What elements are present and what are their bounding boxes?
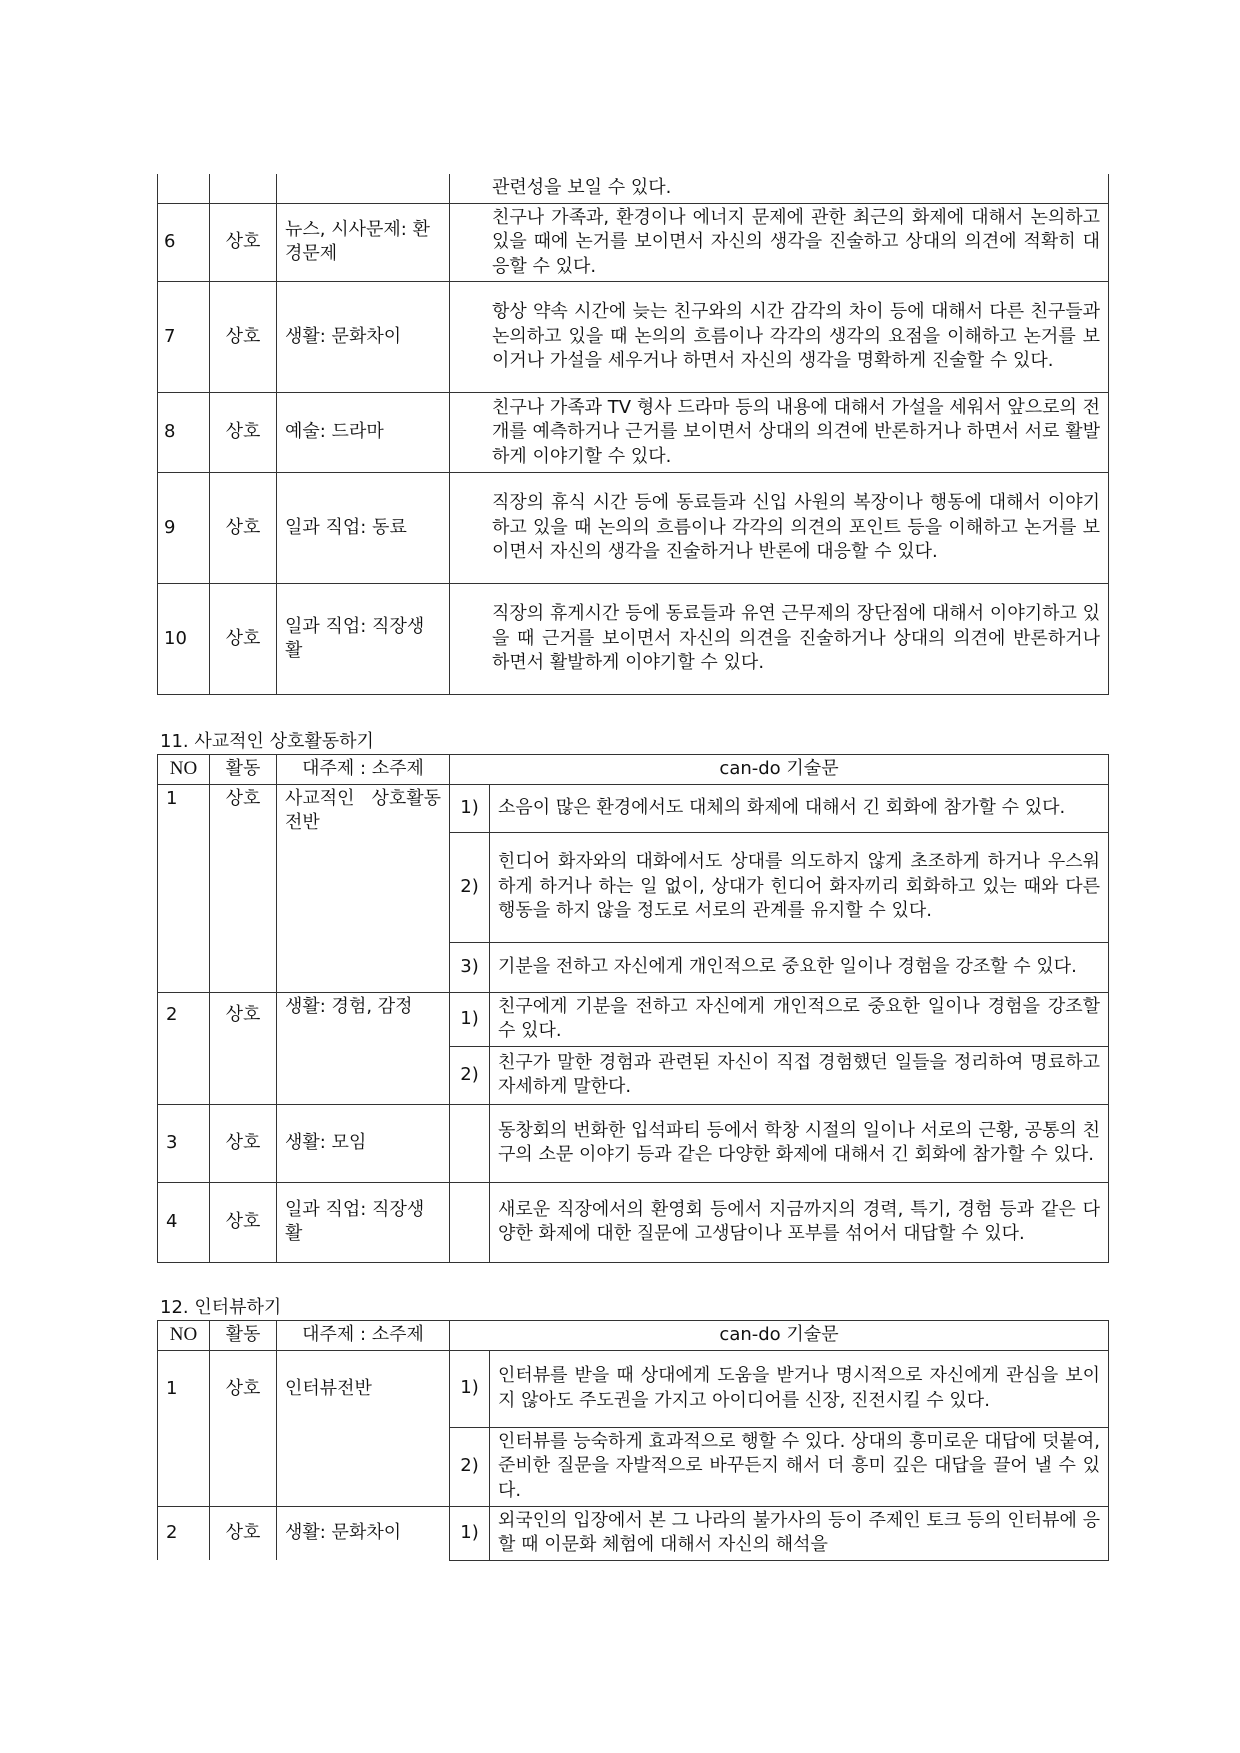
row-topic: 사교적인 상호활동전반 xyxy=(277,784,450,992)
row-cando-text: 친구가 말한 경험과 관련된 자신이 직접 경험했던 일들을 정리하여 명료하고 자세하게 말한다. xyxy=(490,1046,1109,1104)
table-row xyxy=(158,174,1109,203)
row-topic: 일과 직업: 동료 xyxy=(277,473,450,584)
row-type: 상호 xyxy=(210,1506,277,1560)
header-topic: 대주제 : 소주제 xyxy=(277,1321,450,1351)
row-cando-text: 외국인의 입장에서 본 그 나라의 불가사의 등이 주제인 토크 등의 인터뷰에 응할 때 이문화 체험에 대해서 자신의 해석을 xyxy=(490,1506,1109,1560)
row-sub-no xyxy=(450,1104,490,1182)
table-row xyxy=(158,282,1109,393)
row-type: 상호 xyxy=(210,784,277,992)
row-cando-text: 관련성을 보일 수 있다. xyxy=(450,174,1109,203)
row-cando-text: 소음이 많은 환경에서도 대체의 화제에 대해서 긴 회화에 참가할 수 있다. xyxy=(490,784,1109,832)
row-no: 4 xyxy=(158,1182,210,1262)
row-sub-no: 1) xyxy=(450,1506,490,1560)
row-cando-text: 인터뷰를 능숙하게 효과적으로 행할 수 있다. 상대의 흥미로운 대답에 덧붙여, 준비한 질문을 자발적으로 바꾸든지 해서 더 흥미 깊은 대답을 끌어 낼 수 있다. xyxy=(490,1427,1109,1506)
row-type xyxy=(210,174,277,203)
row-type: 상호 xyxy=(210,282,277,393)
row-sub-no: 3) xyxy=(450,942,490,992)
row-cando-text: 직장의 휴게시간 등에 동료들과 유연 근무제의 장단점에 대해서 이야기하고 있을 때 근거를 보이면서 자신의 의견을 진술하거나 상대의 의견에 반론하거나 하면서 활발하게 이야기할 수 있다. xyxy=(450,584,1109,695)
row-topic: 생활: 문화차이 xyxy=(277,282,450,393)
row-topic: 인터뷰전반 xyxy=(277,1350,450,1506)
header-cando: can-do 기술문 xyxy=(450,1321,1109,1351)
row-type: 상호 xyxy=(210,473,277,584)
row-type: 상호 xyxy=(210,1182,277,1262)
row-topic: 일과 직업: 직장생활 xyxy=(277,1182,450,1262)
table-row xyxy=(158,393,1109,473)
row-cando-text: 동창회의 번화한 입석파티 등에서 학창 시절의 일이나 서로의 근황, 공통의 친구의 소문 이야기 등과 같은 다양한 화제에 대해서 긴 회화에 참가할 수 있다. xyxy=(490,1104,1109,1182)
row-type: 상호 xyxy=(210,1350,277,1506)
row-no xyxy=(158,174,210,203)
row-cando-text: 항상 약속 시간에 늦는 친구와의 시간 감각의 차이 등에 대해서 다른 친구들과 논의하고 있을 때 논의의 흐름이나 각각의 생각의 요점을 이해하고 논거를 보이거나 가설을 세우거나 하면서 자신의 생각을 명확하게 진술할 수 있다. xyxy=(450,282,1109,393)
section-heading: 12. 인터뷰하기 xyxy=(160,1297,282,1318)
row-type: 상호 xyxy=(210,1104,277,1182)
row-topic xyxy=(277,174,450,203)
row-topic: 일과 직업: 직장생활 xyxy=(277,584,450,695)
row-cando-text: 인터뷰를 받을 때 상대에게 도움을 받거나 명시적으로 자신에게 관심을 보이지 않아도 주도권을 가지고 아이디어를 신장, 진전시킬 수 있다. xyxy=(490,1350,1109,1427)
table-header-row xyxy=(158,1321,1109,1351)
row-type: 상호 xyxy=(210,992,277,1104)
table-row xyxy=(158,1104,1109,1182)
table-row xyxy=(158,1506,1109,1560)
row-cando-text: 친구나 가족과, 환경이나 에너지 문제에 관한 최근의 화제에 대해서 논의하고 있을 때에 논거를 보이면서 자신의 생각을 진술하고 상대의 의견에 적확히 대응할 수 있다. xyxy=(450,203,1109,282)
row-sub-no: 2) xyxy=(450,1427,490,1506)
header-type: 활동 xyxy=(210,755,277,785)
row-sub-no: 1) xyxy=(450,992,490,1046)
row-sub-no: 2) xyxy=(450,1046,490,1104)
row-no: 8 xyxy=(158,393,210,473)
table-row xyxy=(158,784,1109,832)
section11-table xyxy=(157,754,1109,1263)
row-sub-no: 1) xyxy=(450,784,490,832)
table-row xyxy=(158,1182,1109,1262)
row-no: 2 xyxy=(158,1506,210,1560)
table-row xyxy=(158,473,1109,584)
row-no: 1 xyxy=(158,1350,210,1506)
row-topic: 뉴스, 시사문제: 환경문제 xyxy=(277,203,450,282)
row-no: 9 xyxy=(158,473,210,584)
row-sub-no: 1) xyxy=(450,1350,490,1427)
row-cando-text: 기분을 전하고 자신에게 개인적으로 중요한 일이나 경험을 강조할 수 있다. xyxy=(490,942,1109,992)
table-row xyxy=(158,992,1109,1046)
header-topic: 대주제 : 소주제 xyxy=(277,755,450,785)
row-sub-no xyxy=(450,1182,490,1262)
header-no: NO xyxy=(158,755,210,785)
row-type: 상호 xyxy=(210,393,277,473)
row-cando-text: 힌디어 화자와의 대화에서도 상대를 의도하지 않게 초조하게 하거나 우스워 하게 하거나 하는 일 없이, 상대가 힌디어 화자끼리 회화하고 있는 때와 다른 행동을 하지 않을 정도로 서로의 관계를 유지할 수 있다. xyxy=(490,832,1109,942)
row-topic: 예술: 드라마 xyxy=(277,393,450,473)
row-cando-text: 직장의 휴식 시간 등에 동료들과 신입 사원의 복장이나 행동에 대해서 이야기하고 있을 때 논의의 흐름이나 각각의 의견의 포인트 등을 이해하고 논거를 보이면서 자신의 생각을 진술하거나 반론에 대응할 수 있다. xyxy=(450,473,1109,584)
row-cando-text: 새로운 직장에서의 환영회 등에서 지금까지의 경력, 특기, 경험 등과 같은 다양한 화제에 대한 질문에 고생담이나 포부를 섞어서 대답할 수 있다. xyxy=(490,1182,1109,1262)
row-cando-text: 친구에게 기분을 전하고 자신에게 개인적으로 중요한 일이나 경험을 강조할 수 있다. xyxy=(490,992,1109,1046)
table-row xyxy=(158,584,1109,695)
row-type: 상호 xyxy=(210,203,277,282)
section12-table xyxy=(157,1320,1109,1561)
row-no: 2 xyxy=(158,992,210,1104)
section-heading: 11. 사교적인 상호활동하기 xyxy=(160,731,374,752)
table-row xyxy=(158,1350,1109,1427)
row-topic: 생활: 경험, 감정 xyxy=(277,992,450,1104)
row-no: 1 xyxy=(158,784,210,992)
header-cando: can-do 기술문 xyxy=(450,755,1109,785)
row-topic: 생활: 모임 xyxy=(277,1104,450,1182)
header-type: 활동 xyxy=(210,1321,277,1351)
row-sub-no: 2) xyxy=(450,832,490,942)
row-no: 7 xyxy=(158,282,210,393)
continuation-table xyxy=(157,174,1109,695)
row-topic: 생활: 문화차이 xyxy=(277,1506,450,1560)
table-row xyxy=(158,203,1109,282)
row-cando-text: 친구나 가족과 TV 형사 드라마 등의 내용에 대해서 가설을 세워서 앞으로의 전개를 예측하거나 근거를 보이면서 상대의 의견에 반론하거나 하면서 서로 활발하게 이야기할 수 있다. xyxy=(450,393,1109,473)
row-no: 6 xyxy=(158,203,210,282)
header-no: NO xyxy=(158,1321,210,1351)
row-type: 상호 xyxy=(210,584,277,695)
table-header-row xyxy=(158,755,1109,785)
row-no: 3 xyxy=(158,1104,210,1182)
row-no: 10 xyxy=(158,584,210,695)
